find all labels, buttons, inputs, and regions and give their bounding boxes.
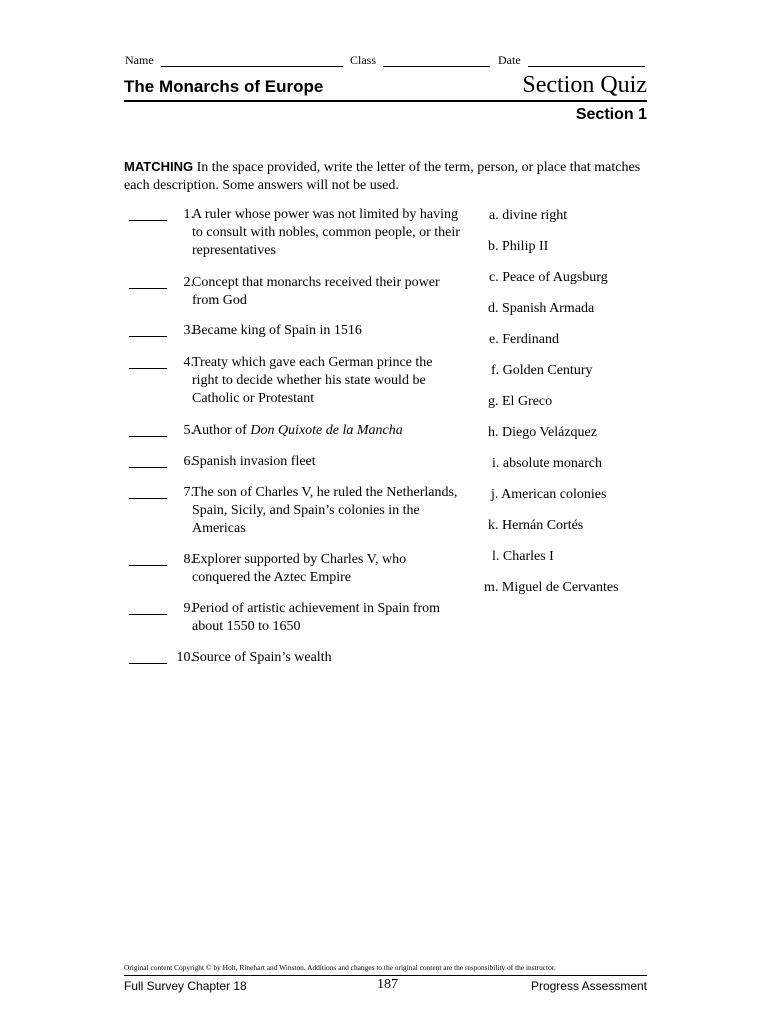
choice-c: c. Peace of Augsburg: [489, 270, 608, 285]
choice-k: k. Hernán Cortés: [488, 518, 584, 533]
choice-j: j. American colonies: [491, 487, 607, 502]
footer-rule: [124, 975, 647, 976]
book-title: Don Quixote de la Mancha: [250, 423, 403, 438]
matching-keyword: MATCHING: [124, 159, 194, 174]
choice-l: l. Charles I: [492, 549, 554, 564]
class-field[interactable]: [383, 66, 490, 67]
choice-g: g. El Greco: [488, 394, 553, 409]
name-field[interactable]: [161, 66, 343, 67]
section-label: Section 1: [575, 106, 647, 123]
choice-f: f. Golden Century: [491, 363, 593, 378]
footer-assessment: Progress Assessment: [530, 979, 647, 993]
quiz-type: Section Quiz: [522, 72, 647, 98]
name-label: Name: [125, 53, 154, 67]
choice-a: a. divine right: [489, 208, 568, 223]
date-field[interactable]: [528, 66, 645, 67]
choice-i: i. absolute monarch: [492, 456, 603, 471]
class-label: Class: [350, 53, 377, 67]
copyright-notice: Original content Copyright © by Holt, Rinehart and Winston. Additions and changes to the original content are the responsibility of the instructor.: [124, 963, 556, 972]
page-number: 187: [377, 977, 398, 992]
choice-e: e. Ferdinand: [489, 332, 559, 347]
choice-m: m. Miguel de Cervantes: [484, 580, 619, 595]
title-rule: [124, 100, 647, 102]
page-title: The Monarchs of Europe: [124, 77, 324, 96]
footer-chapter: Full Survey Chapter 18: [124, 979, 247, 993]
choice-h: h. Diego Velázquez: [488, 425, 597, 440]
name-class-date-header: [125, 53, 647, 69]
instructions-text: In the space provided, write the letter of the term, person, or place that matches each description. Some answers will not be used.: [124, 160, 641, 193]
date-label: Date: [498, 53, 521, 67]
instructions: [124, 158, 644, 195]
choice-d: d. Spanish Armada: [488, 301, 595, 316]
choice-b: b. Philip II: [488, 239, 549, 254]
